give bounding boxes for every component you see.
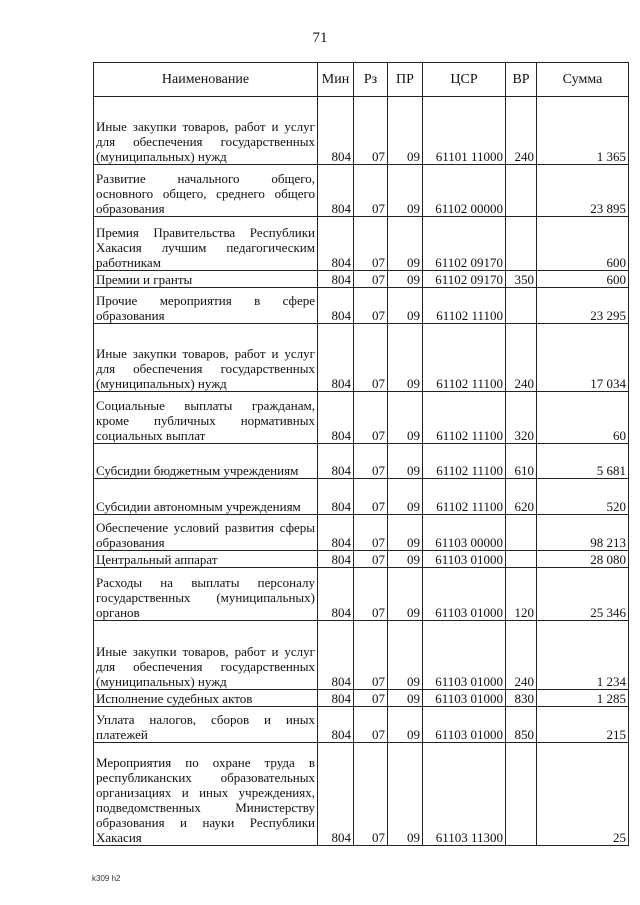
row-vr: [506, 551, 537, 568]
row-pr: 09: [388, 288, 423, 324]
row-rz: 07: [354, 288, 388, 324]
row-vr: [506, 288, 537, 324]
row-min: 804: [318, 515, 354, 551]
row-min: 804: [318, 568, 354, 621]
row-name: Иные закупки товаров, работ и услуг для обеспечения государственных (муниципальных) нужд: [94, 97, 318, 165]
row-csr: 61103 01000: [423, 568, 506, 621]
row-csr: 61102 09170: [423, 271, 506, 288]
row-name: Субсидии бюджетным учреждениям: [94, 444, 318, 479]
row-min: 804: [318, 551, 354, 568]
row-pr: 09: [388, 568, 423, 621]
row-sum: 215: [537, 707, 629, 743]
header-vr: ВР: [506, 63, 537, 97]
row-sum: 28 080: [537, 551, 629, 568]
row-name: Премии и гранты: [94, 271, 318, 288]
table-row: [94, 97, 629, 165]
row-csr: 61102 11100: [423, 444, 506, 479]
row-rz: 07: [354, 621, 388, 690]
row-csr: 61102 11100: [423, 288, 506, 324]
row-name: Уплата налогов, сборов и иных платежей: [94, 707, 318, 743]
row-csr: 61102 11100: [423, 324, 506, 392]
row-vr: 240: [506, 324, 537, 392]
row-rz: 07: [354, 324, 388, 392]
row-sum: 600: [537, 271, 629, 288]
row-pr: 09: [388, 707, 423, 743]
row-name: Исполнение судебных актов: [94, 690, 318, 707]
table-row: [94, 743, 629, 846]
row-csr: 61103 01000: [423, 551, 506, 568]
row-rz: 07: [354, 551, 388, 568]
row-rz: 07: [354, 707, 388, 743]
row-vr: 320: [506, 392, 537, 444]
row-name: Иные закупки товаров, работ и услуг для обеспечения государственных (муниципальных) нужд: [94, 621, 318, 690]
row-rz: 07: [354, 479, 388, 515]
row-vr: [506, 743, 537, 846]
row-name: Премия Правительства Республики Хакасия лучшим педагогическим работникам: [94, 217, 318, 271]
row-csr: 61103 01000: [423, 690, 506, 707]
header-pr: ПР: [388, 63, 423, 97]
row-name: Расходы на выплаты персоналу государственных (муниципальных) органов: [94, 568, 318, 621]
row-rz: 07: [354, 392, 388, 444]
row-sum: 17 034: [537, 324, 629, 392]
row-pr: 09: [388, 97, 423, 165]
row-sum: 1 285: [537, 690, 629, 707]
page-number: 71: [312, 30, 328, 46]
row-pr: 09: [388, 743, 423, 846]
row-rz: 07: [354, 743, 388, 846]
row-rz: 07: [354, 271, 388, 288]
row-csr: 61102 00000: [423, 165, 506, 217]
row-rz: 07: [354, 444, 388, 479]
row-name: Развитие начального общего, основного общего, среднего общего образования: [94, 165, 318, 217]
row-sum: 5 681: [537, 444, 629, 479]
header-sum: Сумма: [537, 63, 629, 97]
row-sum: 25 346: [537, 568, 629, 621]
row-vr: 620: [506, 479, 537, 515]
row-pr: 09: [388, 324, 423, 392]
table-row: [94, 515, 629, 551]
row-vr: [506, 165, 537, 217]
header-rz: Рз: [354, 63, 388, 97]
row-csr: 61103 01000: [423, 707, 506, 743]
row-csr: 61102 11100: [423, 479, 506, 515]
table-row: [94, 568, 629, 621]
row-rz: 07: [354, 568, 388, 621]
row-min: 804: [318, 217, 354, 271]
row-rz: 07: [354, 690, 388, 707]
row-sum: 25: [537, 743, 629, 846]
row-vr: 240: [506, 97, 537, 165]
table-row: [94, 217, 629, 271]
row-sum: 23 295: [537, 288, 629, 324]
row-rz: 07: [354, 165, 388, 217]
table-row: [94, 690, 629, 707]
row-name: Субсидии автономным учреждениям: [94, 479, 318, 515]
row-pr: 09: [388, 551, 423, 568]
row-sum: 98 213: [537, 515, 629, 551]
row-name: Обеспечение условий развития сферы образования: [94, 515, 318, 551]
row-sum: 1 234: [537, 621, 629, 690]
table-row: [94, 165, 629, 217]
row-vr: 240: [506, 621, 537, 690]
row-vr: 830: [506, 690, 537, 707]
row-name: Мероприятия по охране труда в республиканских образовательных организациях и иных учреждениях, подведомственных Министерству образования и науки Республики Хакасия: [94, 743, 318, 846]
row-min: 804: [318, 444, 354, 479]
row-pr: 09: [388, 444, 423, 479]
row-csr: 61103 01000: [423, 621, 506, 690]
row-csr: 61101 11000: [423, 97, 506, 165]
row-csr: 61102 09170: [423, 217, 506, 271]
table-row: [94, 621, 629, 690]
row-min: 804: [318, 271, 354, 288]
row-sum: 23 895: [537, 165, 629, 217]
row-name: Прочие мероприятия в сфере образования: [94, 288, 318, 324]
table-row: [94, 551, 629, 568]
row-name: Социальные выплаты гражданам, кроме публичных нормативных социальных выплат: [94, 392, 318, 444]
row-vr: 850: [506, 707, 537, 743]
document-code: k309 h2: [92, 874, 121, 883]
row-pr: 09: [388, 690, 423, 707]
row-vr: [506, 217, 537, 271]
row-min: 804: [318, 324, 354, 392]
row-rz: 07: [354, 97, 388, 165]
row-min: 804: [318, 392, 354, 444]
table-row: [94, 288, 629, 324]
table-row: [94, 324, 629, 392]
table-row: [94, 271, 629, 288]
row-rz: 07: [354, 515, 388, 551]
row-rz: 07: [354, 217, 388, 271]
row-min: 804: [318, 621, 354, 690]
table-row: [94, 707, 629, 743]
row-vr: 350: [506, 271, 537, 288]
row-sum: 1 365: [537, 97, 629, 165]
row-min: 804: [318, 288, 354, 324]
row-pr: 09: [388, 392, 423, 444]
header-csr: ЦСР: [423, 63, 506, 97]
row-csr: 61103 00000: [423, 515, 506, 551]
row-pr: 09: [388, 165, 423, 217]
row-min: 804: [318, 743, 354, 846]
row-min: 804: [318, 97, 354, 165]
table-row: [94, 479, 629, 515]
row-csr: 61103 11300: [423, 743, 506, 846]
row-min: 804: [318, 165, 354, 217]
row-name: Центральный аппарат: [94, 551, 318, 568]
row-name: Иные закупки товаров, работ и услуг для обеспечения государственных (муниципальных) нужд: [94, 324, 318, 392]
table-row: [94, 444, 629, 479]
row-vr: [506, 515, 537, 551]
row-min: 804: [318, 707, 354, 743]
row-min: 804: [318, 690, 354, 707]
row-sum: 520: [537, 479, 629, 515]
row-min: 804: [318, 479, 354, 515]
table-header-row: [94, 63, 629, 97]
budget-table: [93, 62, 629, 846]
row-csr: 61102 11100: [423, 392, 506, 444]
row-sum: 600: [537, 217, 629, 271]
row-pr: 09: [388, 479, 423, 515]
row-vr: 120: [506, 568, 537, 621]
row-pr: 09: [388, 515, 423, 551]
row-pr: 09: [388, 217, 423, 271]
row-vr: 610: [506, 444, 537, 479]
table-row: [94, 392, 629, 444]
row-pr: 09: [388, 621, 423, 690]
header-name: Наименование: [94, 63, 318, 97]
row-sum: 60: [537, 392, 629, 444]
header-min: Мин: [318, 63, 354, 97]
row-pr: 09: [388, 271, 423, 288]
